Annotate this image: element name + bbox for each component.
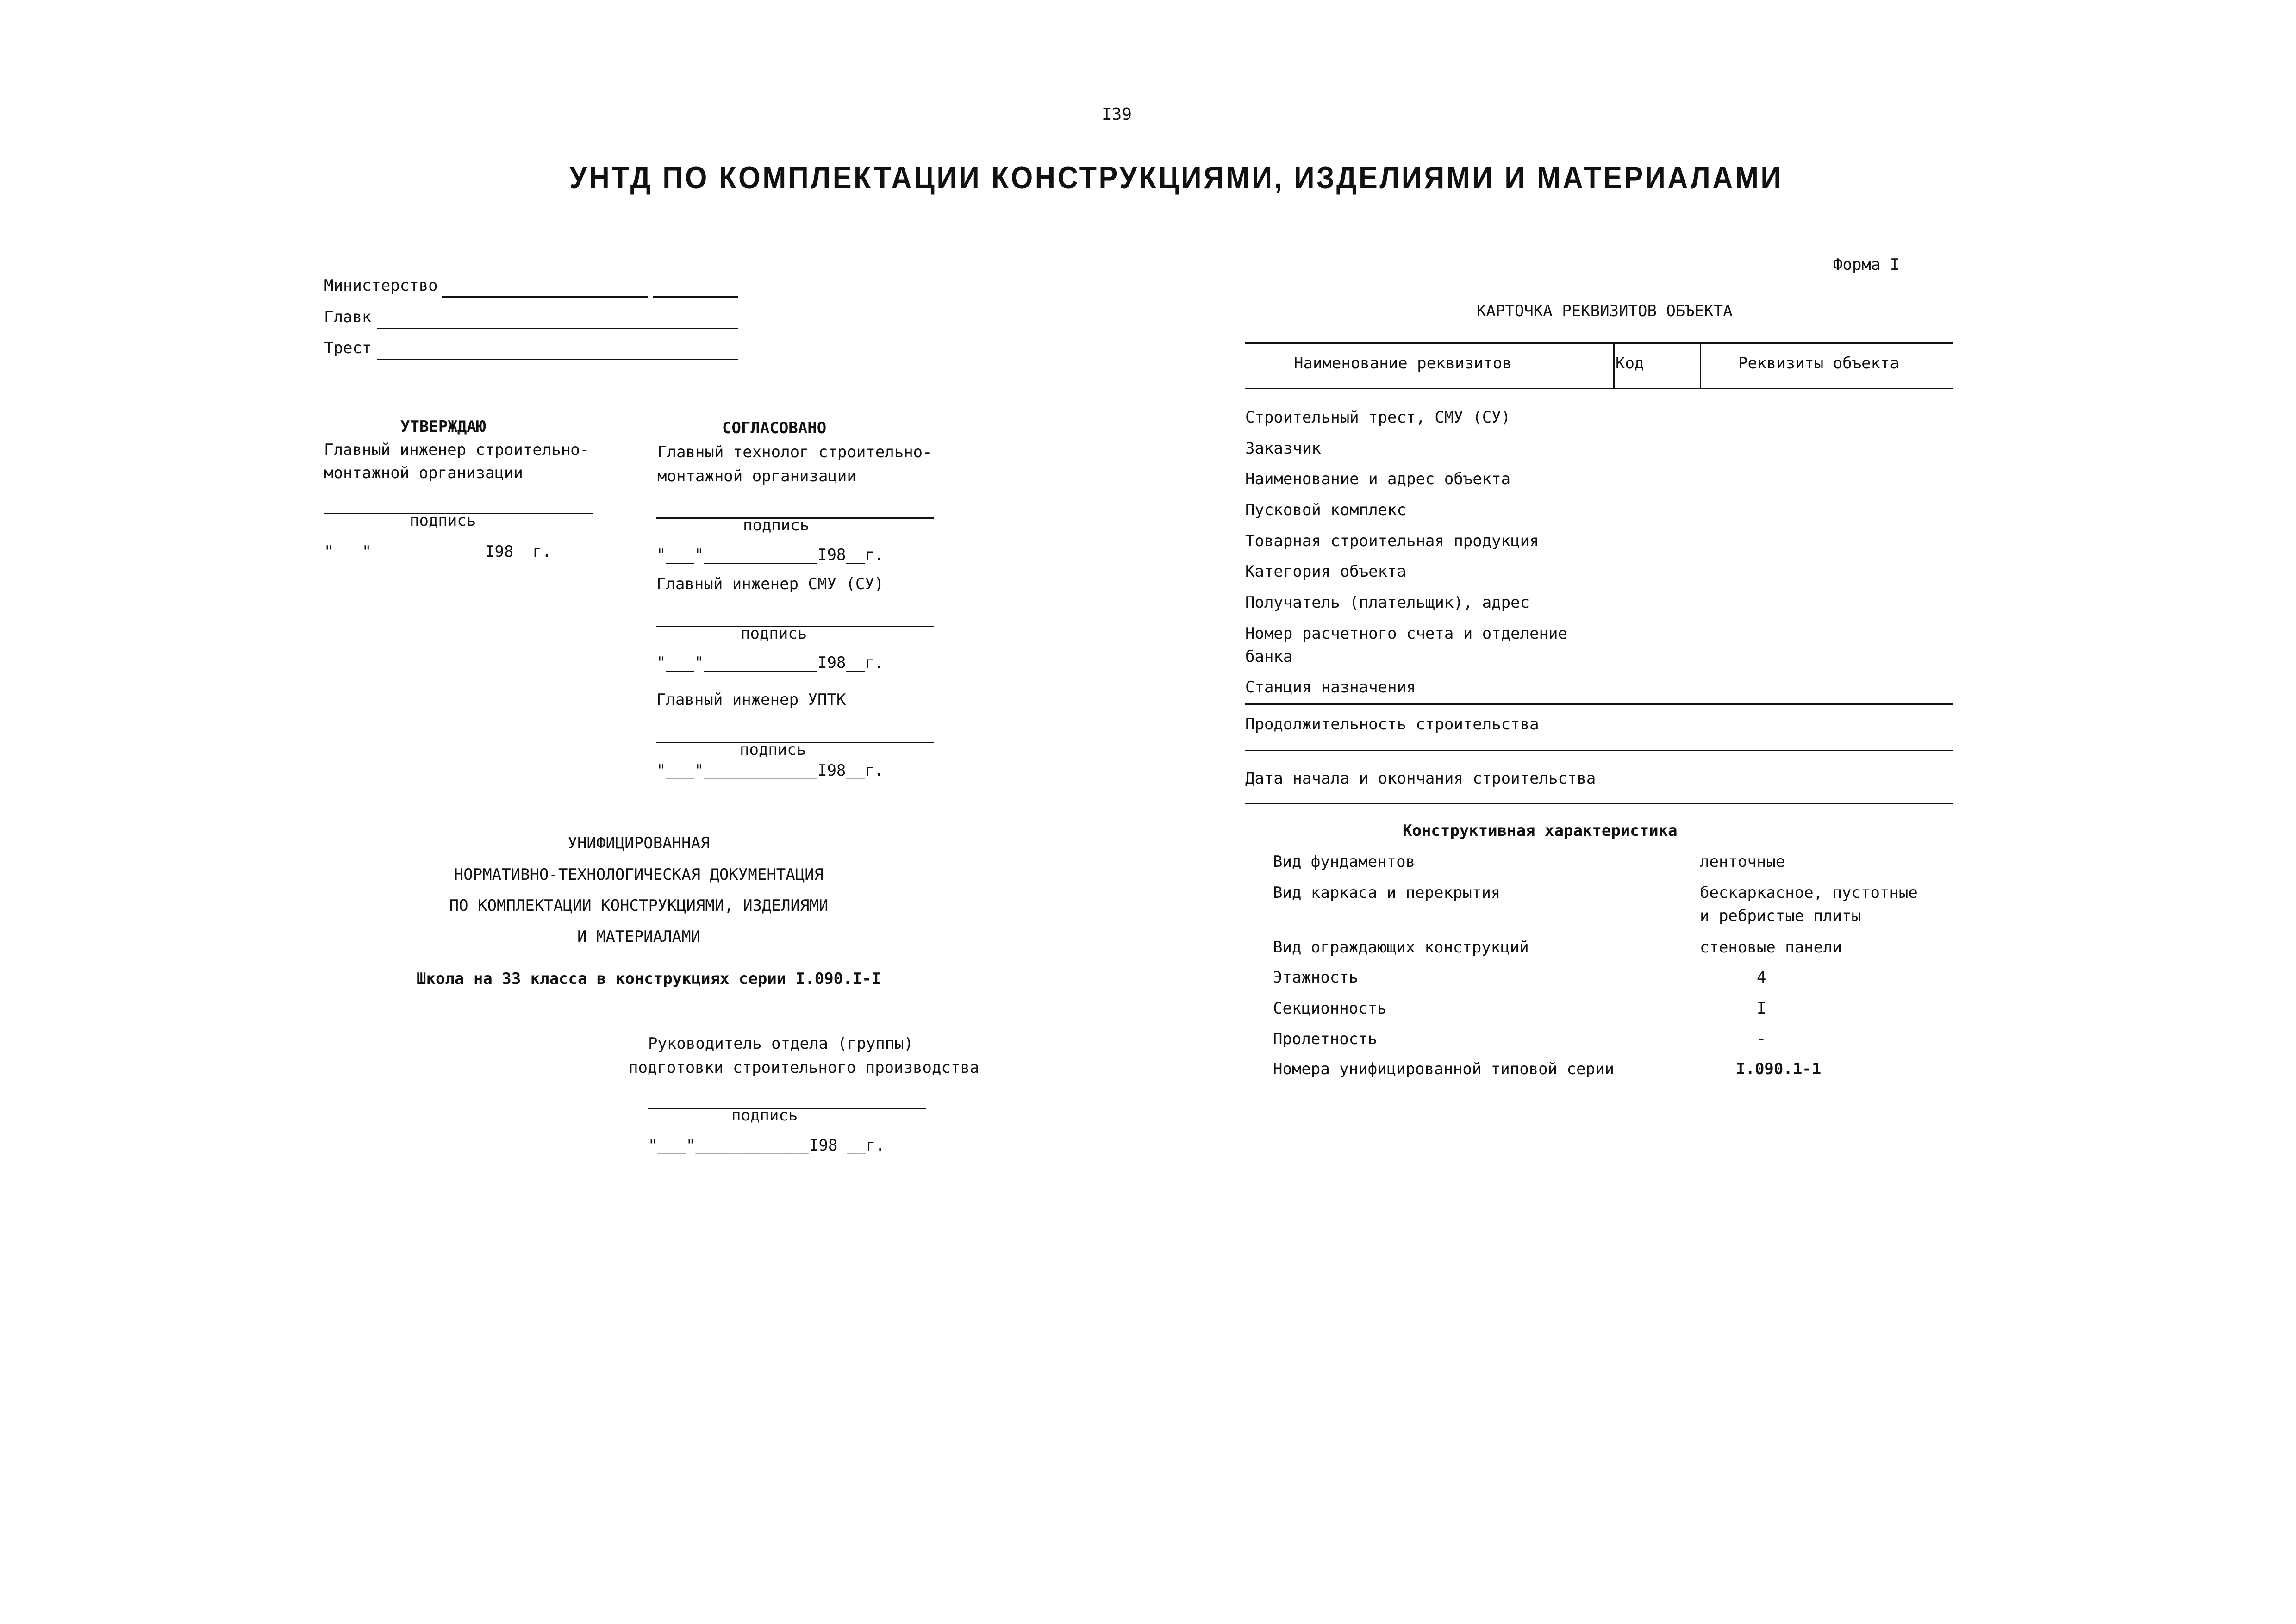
- card-row: Товарная строительная продукция: [1245, 532, 1539, 550]
- card-row: Получатель (плательщик), адрес: [1245, 593, 1530, 612]
- column-header-name: Наименование реквизитов: [1294, 354, 1512, 373]
- agreed-heading: СОГЛАСОВАНО: [722, 419, 827, 437]
- construct-value: I: [1757, 999, 1766, 1018]
- glavk-line: [377, 328, 738, 329]
- card-row: банка: [1245, 647, 1293, 666]
- agreed-line2: монтажной организации: [657, 467, 856, 485]
- approve-line2: монтажной организации: [324, 464, 523, 482]
- agreed-line1: Главный технолог строительно-: [657, 443, 932, 461]
- trest-line: [377, 359, 738, 360]
- card-row-duration: Продолжительность строительства: [1245, 715, 1539, 734]
- card-title: КАРТОЧКА РЕКВИЗИТОВ ОБЪЕКТА: [1477, 302, 1733, 320]
- agreed-signature-caption-1: подпись: [743, 516, 810, 535]
- agreed-date-2: "___"____________I98__г.: [656, 653, 884, 672]
- construct-value: -: [1757, 1030, 1766, 1048]
- construct-value-continued: и ребристые плиты: [1700, 907, 1861, 925]
- construct-value: I.090.1-1: [1736, 1060, 1822, 1078]
- approve-signature-caption: подпись: [410, 511, 476, 530]
- card-row: Категория объекта: [1245, 562, 1406, 581]
- agreed-uptk-title: Главный инженер УПТК: [656, 691, 846, 709]
- approve-date: "___"____________I98__г.: [324, 542, 552, 561]
- ministry-line-2: [653, 296, 738, 298]
- head-dept-line2: подготовки строительного производства: [629, 1058, 980, 1077]
- construct-value: 4: [1757, 968, 1766, 987]
- table-col-divider-1: [1613, 342, 1615, 389]
- column-header-code: Код: [1616, 354, 1644, 373]
- construct-value: ленточные: [1700, 852, 1785, 871]
- ministry-label: Министерство: [324, 276, 438, 295]
- card-row: Заказчик: [1245, 439, 1321, 458]
- page-title: УНТД ПО КОМПЛЕКТАЦИИ КОНСТРУКЦИЯМИ, ИЗДЕЛИЯМИ И МАТЕРИАЛАМИ: [569, 160, 1783, 195]
- construct-label: Этажность: [1273, 968, 1359, 987]
- card-row: Пусковой комплекс: [1245, 501, 1406, 519]
- card-row: Станция назначения: [1245, 678, 1416, 697]
- column-header-value: Реквизиты объекта: [1738, 354, 1899, 373]
- unified-line4: И МАТЕРИАЛАМИ: [577, 927, 701, 946]
- agreed-signature-caption-3: подпись: [740, 740, 806, 759]
- head-dept-signature-caption: подпись: [731, 1106, 798, 1125]
- card-row: Наименование и адрес объекта: [1245, 470, 1511, 488]
- head-dept-line1: Руководитель отдела (группы): [648, 1034, 914, 1053]
- construct-value: бескаркасное, пустотные: [1700, 884, 1918, 902]
- table-rule: [1245, 803, 1953, 804]
- construct-label: Секционность: [1273, 999, 1387, 1018]
- approve-heading: УТВЕРЖДАЮ: [400, 417, 486, 436]
- agreed-date-3: "___"____________I98__г.: [656, 761, 884, 780]
- construct-label: Вид ограждающих конструкций: [1273, 938, 1529, 957]
- card-row-dates: Дата начала и окончания строительства: [1245, 769, 1596, 788]
- agreed-smu-title: Главный инженер СМУ (СУ): [656, 575, 884, 593]
- construct-label: Вид каркаса и перекрытия: [1273, 884, 1501, 902]
- unified-line3: ПО КОМПЛЕКТАЦИИ КОНСТРУКЦИЯМИ, ИЗДЕЛИЯМИ: [449, 896, 829, 915]
- table-header-rule: [1245, 388, 1953, 389]
- form-label: Форма I: [1833, 255, 1900, 274]
- agreed-date-1: "___"____________I98__г.: [656, 546, 884, 564]
- construct-label: Пролетность: [1273, 1030, 1378, 1048]
- construct-label: Номера унифицированной типовой серии: [1273, 1060, 1614, 1078]
- object-name: Школа на 33 класса в конструкциях серии I.090.I-I: [417, 970, 881, 988]
- unified-line2: НОРМАТИВНО-ТЕХНОЛОГИЧЕСКАЯ ДОКУМЕНТАЦИЯ: [454, 865, 824, 884]
- ministry-line: [442, 296, 648, 298]
- agreed-signature-caption-2: подпись: [741, 624, 807, 643]
- table-rule: [1245, 703, 1953, 705]
- page-number: I39: [1102, 105, 1132, 124]
- table-col-divider-2: [1700, 342, 1701, 389]
- glavk-label: Главк: [324, 308, 372, 326]
- construct-title: Конструктивная характеристика: [1403, 821, 1678, 840]
- construct-label: Вид фундаментов: [1273, 852, 1416, 871]
- approve-line1: Главный инженер строительно-: [324, 441, 590, 459]
- head-dept-date: "___"____________I98 __г.: [648, 1136, 885, 1155]
- card-row: Номер расчетного счета и отделение: [1245, 624, 1567, 643]
- table-top-rule: [1245, 342, 1953, 344]
- table-rule: [1245, 750, 1953, 751]
- trest-label: Трест: [324, 339, 372, 357]
- unified-line1: УНИФИЦИРОВАННАЯ: [568, 834, 710, 852]
- card-row: Строительный трест, СМУ (СУ): [1245, 408, 1511, 427]
- construct-value: стеновые панели: [1700, 938, 1842, 957]
